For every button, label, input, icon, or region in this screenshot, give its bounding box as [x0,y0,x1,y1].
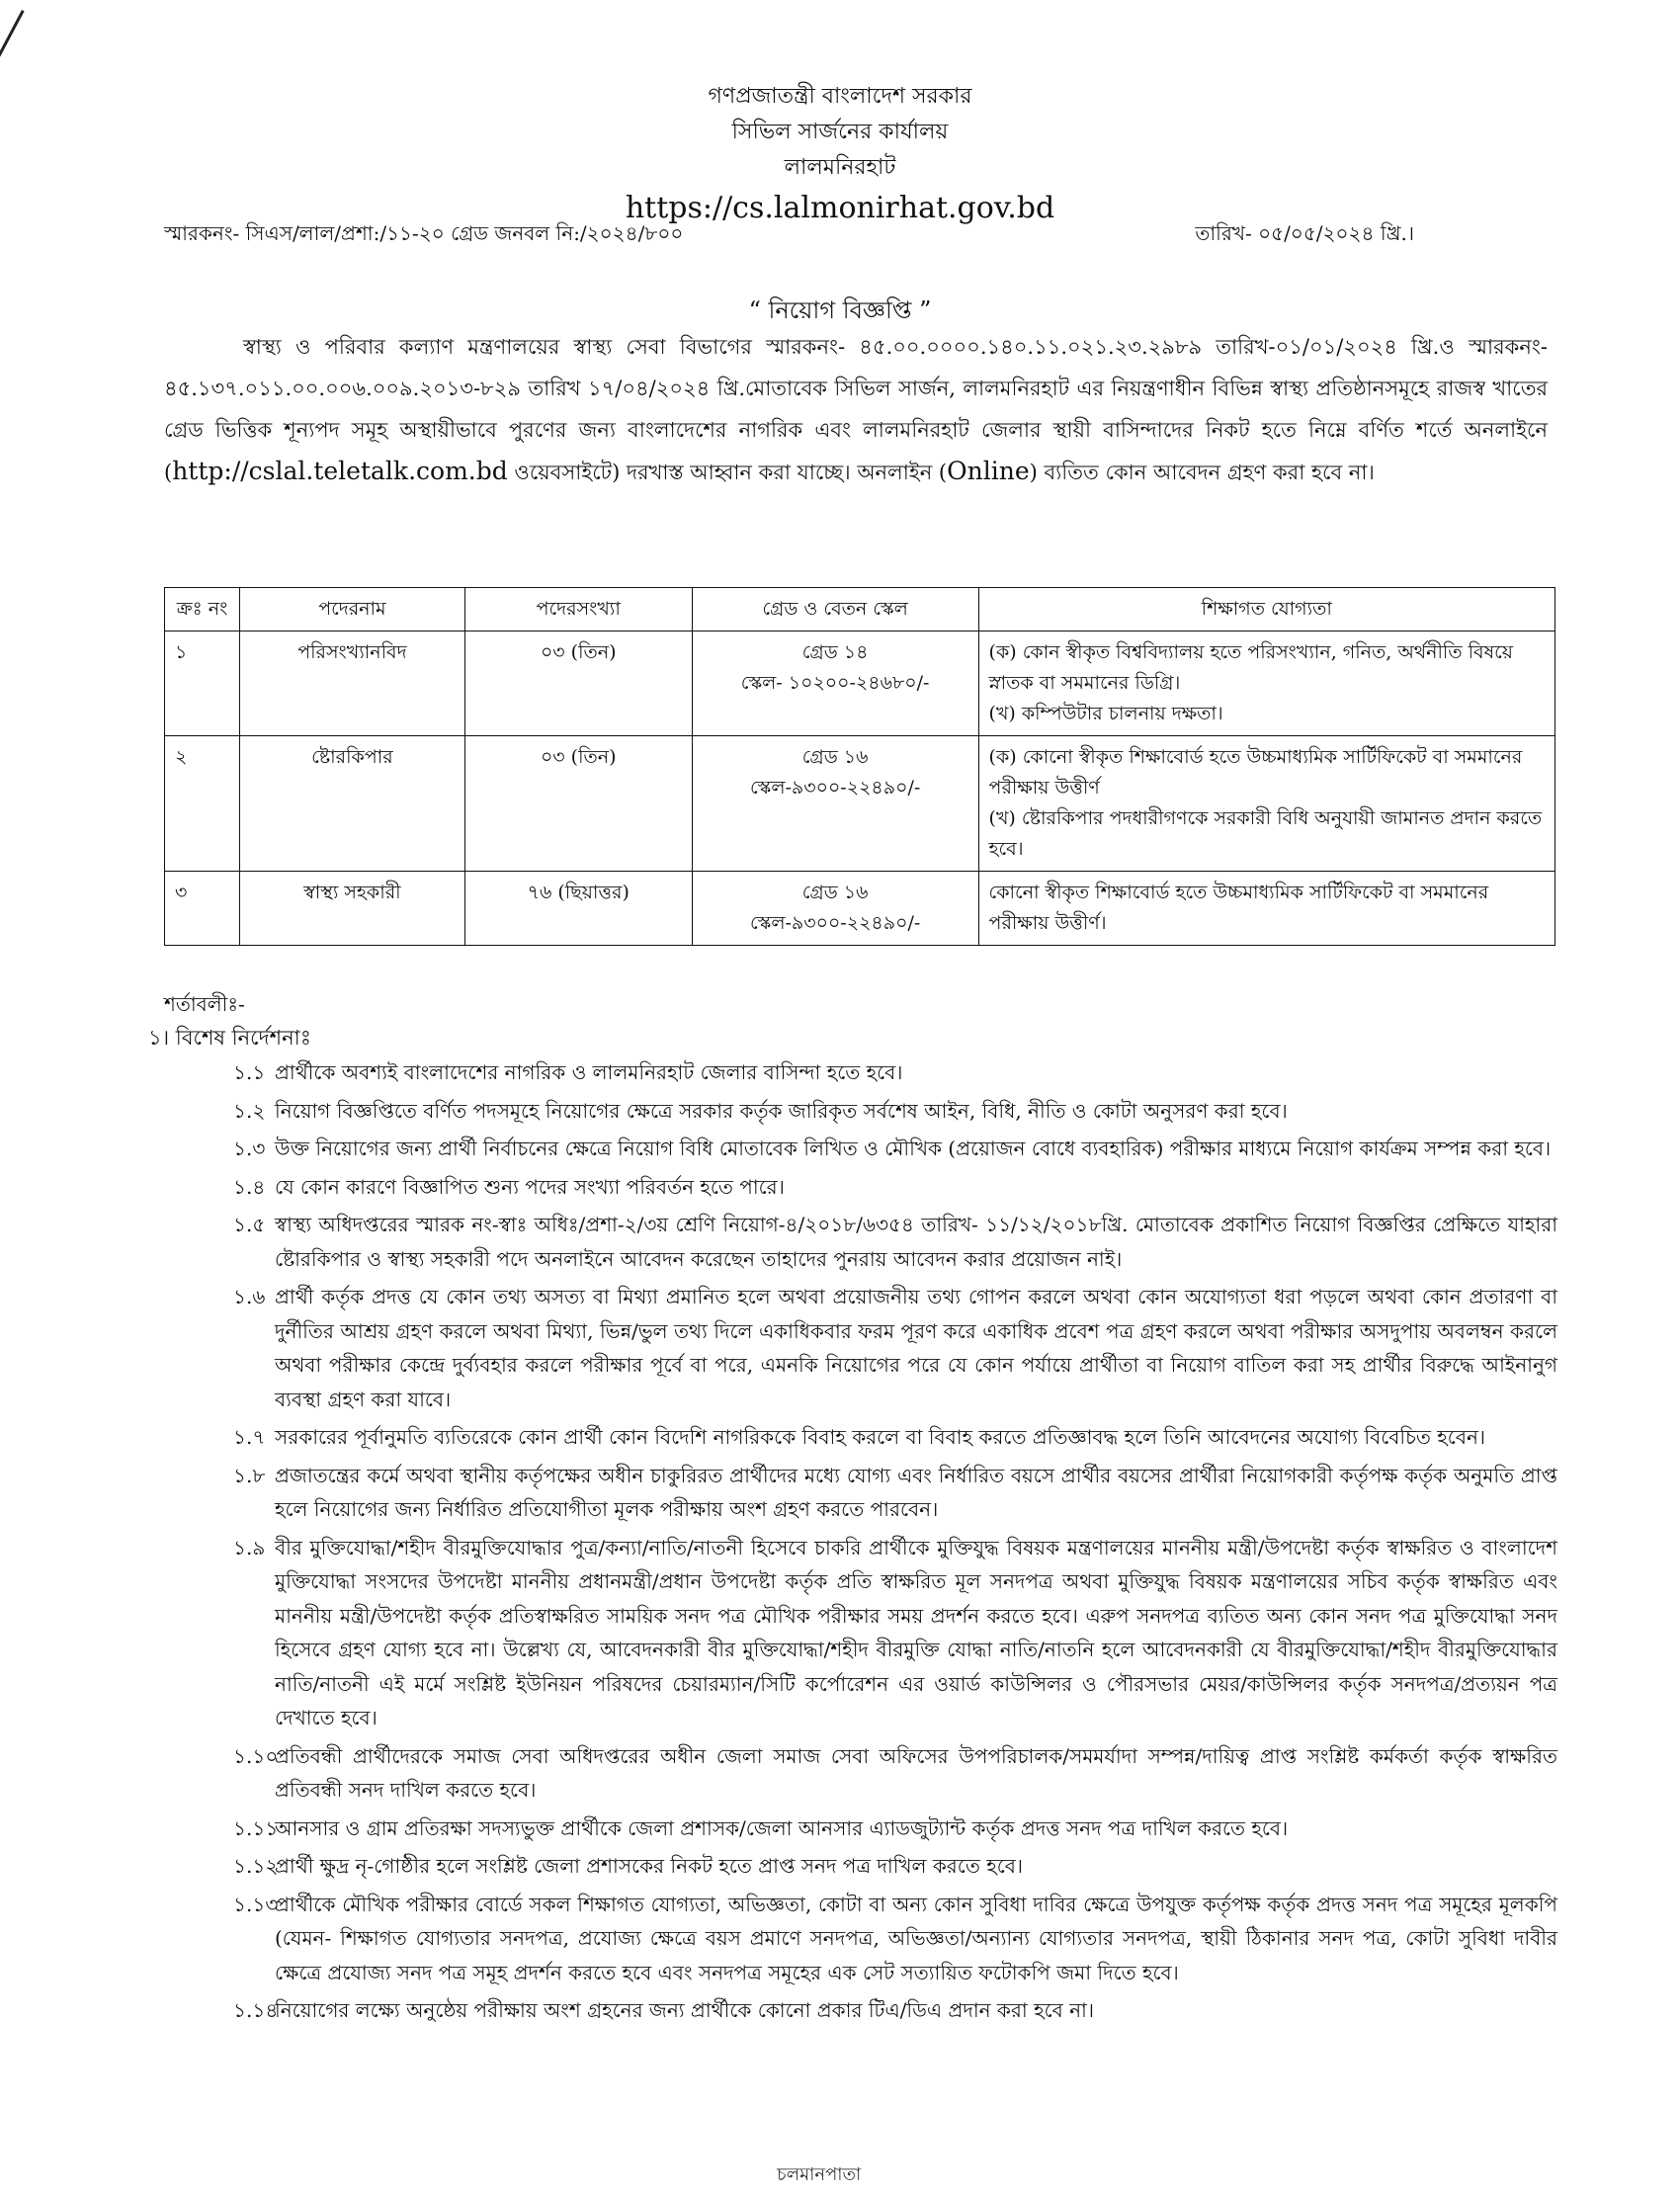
list-item [233,1993,1557,2028]
list-item [233,1055,1557,1090]
clause-number: ১.১ [233,1060,266,1084]
cell-post: ষ্টোরকিপার [239,736,464,872]
clause-number: ১.১২ [233,1854,279,1878]
notice-title: “ নিয়োগ বিজ্ঞপ্তি ” [748,296,932,324]
clause-list [233,1055,1557,2032]
col-header-qualification: শিক্ষাগত যোগ্যতা [978,588,1554,632]
clause-text: আনসার ও গ্রাম প্রতিরক্ষা সদস্যভুক্ত প্রার্থীকে জেলা প্রশাসক/জেলা আনসার এ্যাডজুট্যান্ট কর্তৃক প্রদত্ত সনদ পত্র দাখিল করতে হবে। [275,1815,1289,1840]
clause-text: উক্ত নিয়োগের জন্য প্রার্থী নির্বাচনের ক্ষেত্রে নিয়োগ বিধি মোতাবেক লিখিত ও মৌখিক (প্রয়োজন বোধে ব্যবহারিক) পরীক্ষার মাধ্যমে নিয়োগ কার্যক্রম সম্পন্ন করা হবে। [275,1137,1552,1160]
qualification-item: কোনো স্বীকৃত শিক্ষাবোর্ড হতে উচ্চমাধ্যমিক সার্টিফিকেট বা সমমানের পরীক্ষায় উত্তীর্ণ। [988,882,1489,934]
clause-number: ১.১৪ [233,1998,279,2022]
intro-text-3: ) ব্যতিত কোন আবেদন গ্রহণ করা হবে না। [1029,461,1375,484]
list-item [233,1170,1557,1205]
memo-date: তারিখ- ০৫/০৫/২০২৪ খ্রি.। [1195,221,1414,245]
memo-row [164,219,1414,252]
cell-qualification [978,632,1554,736]
clause-number: ১.১০ [233,1743,279,1768]
clause-text: প্রার্থীকে মৌখিক পরীক্ষার বোর্ডে সকল শিক্ষাগত যোগ্যতা, অভিজ্ঞতা, কোটা বা অন্য কোন সুবিধা দাবির ক্ষেত্রে উপযুক্ত কর্তৃপক্ষ কর্তৃক প্রদত্ত সনদ পত্র সমূহের মূলকপি (যেমন- শিক্ষাগত যোগ্যতার সনদপত্র, প্রযোজ্য ক্ষেত্রে বয়স প্রমাণে সনদপত্র, অভিজ্ঞতা/অন্যান্য যোগ্যতার সনদপত্র, স্থায়ী ঠিকানার সনদ পত্র, কোটা সুবিধা দাবীর ক্ষেত্রে প্রযোজ্য সনদ পত্র সমূহ প্রদর্শন করতে হবে এবং সনদপত্র সমূহের এক সেট সত্যায়িত ফটোকপি জমা দিতে হবে। [275,1892,1558,1984]
clause-text: যে কোন কারণে বিজ্ঞাপিত শুন্য পদের সংখ্যা পরিবর্তন হতে পারে। [275,1174,785,1199]
clause-number: ১.২ [233,1098,266,1123]
conditions-label: শর্তাবলীঃ- [164,992,245,1016]
vacancy-table [164,587,1555,946]
clause-number: ১.১১ [233,1815,279,1840]
cell-serial: ১ [165,632,240,736]
list-item [233,1812,1557,1846]
clause-text: সরকারের পূর্বানুমতি ব্যতিরেকে কোন প্রার্থী কোন বিদেশি নাগরিককে বিবাহ করলে বা বিবাহ করতে প্রতিজ্ঞাবদ্ধ হলে তিনি আবেদনের অযোগ্য বিবেচিত হবেন। [275,1425,1486,1449]
qualification-item: (ক) কোনো স্বীকৃত শিক্ষাবোর্ড হতে উচ্চমাধ্যমিক সার্টিফিকেট বা সমমানের পরীক্ষায় উত্তীর্ণ [988,746,1523,799]
grade-label: গ্রেড ১৪ [801,641,869,663]
intro-text-1: স্বাস্থ্য ও পরিবার কল্যাণ মন্ত্রণালয়ের স্বাস্থ্য সেবা বিভাগের স্মারকনং- ৪৫.০০.০০০০.১৪০.১১.০২১.২৩.২৯৮৯ তারিখ-০১/০১/২০২৪ খ্রি.ও স্মারকনং- ৪৫.১৩৭.০১১.০০.০০৬.০০৯.২০১৩-৮২৯ তারিখ ১৭/০৪/২০২৪ খ্রি.মোতাবেক সিভিল সার্জন, লালমনিরহাট এর নিয়ন্ত্রণাধীন বিভিন্ন স্বাস্থ্য প্রতিষ্ঠানসমূহে রাজস্ব খাতের গ্রেড ভিত্তিক শূন্যপদ সমূহ অস্থায়ীভাবে পুরণের জন্য বাংলাদেশের নাগরিক এবং লালমনিরহাট জেলার স্থায়ী বাসিন্দাদের নিকট হতে নিম্নে বর্ণিত শর্তে অনলাইনে ( [164,335,1548,484]
list-item [233,1459,1557,1527]
office-website-link[interactable]: https://cs.lalmonirhat.gov.bd [625,191,1055,225]
col-header-count: পদেরসংখ্যা [464,588,692,632]
scan-artifact-mark [0,10,25,65]
list-item [233,1132,1557,1166]
office-name: সিভিল সার্জনের কার্যালয় [731,120,949,144]
cell-count: ৭৬ (ছিয়াত্তর) [464,872,692,946]
list-item [233,1094,1557,1129]
list-item [233,1280,1557,1416]
intro-paragraph [164,326,1548,493]
clause-text: প্রজাতন্ত্রের কর্মে অথবা স্থানীয় কর্তৃপক্ষের অধীন চাকুরিরত প্রার্থীদের মধ্যে যোগ্য এবং নির্ধারিত বয়সে প্রার্থীর বয়সের প্রার্থীরা নিয়োগকারী কর্তৃপক্ষ কর্তৃক অনুমতি প্রাপ্ত হলে নিয়োগের জন্য নির্ধারিত প্রতিযোগীতা মূলক পরীক্ষায় অংশ গ্রহণ করতে পারবেন। [275,1463,1557,1521]
clause-text: নিয়োগের লক্ষ্যে অনুষ্ঠেয় পরীক্ষায় অংশ গ্রহনের জন্য প্রার্থীকে কোনো প্রকার টিএ/ডিএ প্রদান করা হবে না। [275,1998,1095,2022]
cell-grade [692,736,978,872]
qualification-item: (খ) ষ্টোরকিপার পদধারীগণকে সরকারী বিধি অনুযায়ী জামানত প্রদান করতে হবে। [988,807,1543,860]
clause-number: ১.৫ [233,1213,266,1236]
grade-label: গ্রেড ১৬ [801,882,869,903]
online-word: Online [947,457,1030,485]
table-row [165,632,1555,736]
pay-scale: স্কেল-৯৩০০-২২৪৯০/- [749,777,921,799]
cell-count: ০৩ (তিন) [464,736,692,872]
list-item [233,1420,1557,1455]
list-item [233,1739,1557,1808]
intro-text-2: ওয়েবসাইটে) দরখাস্ত আহ্বান করা যাচ্ছে। অনলাইন ( [507,461,948,484]
cell-grade [692,632,978,736]
memo-reference: স্মারকনং- সিএস/লাল/প্রশা:/১১-২০ গ্রেড জনবল নি:/২০২৪/৮০০ [164,221,684,245]
clause-text: প্রার্থী কর্তৃক প্রদত্ত যে কোন তথ্য অসত্য বা মিথ্যা প্রমানিত হলে অথবা প্রয়োজনীয় তথ্য গোপন করলে অথবা কোন অযোগ্যতা ধরা পড়লে অথবা কোন প্রতারণা বা দুর্নীতির আশ্রয় গ্রহণ করলে অথবা মিথ্যা, ভিন্ন/ভুল তথ্য দিলে একাধিকবার ফরম পূরণ করে একাধিক প্রবেশ পত্র গ্রহণ করলে অথবা পরীক্ষার অসদুপায় অবলম্বন করলে অথবা পরীক্ষার কেন্দ্রে দুর্ব্যবহার করলে পরীক্ষার পূর্বে বা পরে, এমনকি নিয়োগের পরে যে কোন পর্যায়ে প্রার্থীতা বা নিয়োগ বাতিল করা সহ প্রার্থীর বিরুদ্ধে আইনানুগ ব্যবস্থা গ্রহণ করা যাবে। [275,1285,1557,1411]
cell-qualification [978,736,1554,872]
letterhead [0,79,1680,231]
qualification-item: (খ) কম্পিউটার চালনায় দক্ষতা। [988,703,1223,724]
continued-page-note: চলমানপাতা [777,2164,862,2185]
col-header-grade: গ্রেড ও বেতন স্কেল [692,588,978,632]
table-header-row [165,588,1555,632]
application-website-link[interactable]: http://cslal.teletalk.com.bd [172,457,508,485]
cell-grade [692,872,978,946]
clause-number: ১.৮ [233,1463,266,1487]
section-special-instructions: ১। বিশেষ নির্দেশনাঃ [148,1026,311,1050]
clause-text: প্রার্থীকে অবশ্যই বাংলাদেশের নাগরিক ও লালমনিরহাট জেলার বাসিন্দা হতে হবে। [275,1060,903,1084]
list-item [233,1531,1557,1735]
table-row [165,872,1555,946]
col-header-post: পদেরনাম [239,588,464,632]
list-item [233,1888,1557,1990]
clause-text: স্বাস্থ্য অধিদপ্তরের স্মারক নং-স্বাঃ অধিঃ/প্রশা-২/৩য় শ্রেণি নিয়োগ-৪/২০১৮/৬৩৫৪ তারিখ- ১১/১২/২০১৮খ্রি. মোতাবেক প্রকাশিত নিয়োগ বিজ্ঞপ্তির প্রেক্ষিতে যাহারা ষ্টোরকিপার ও স্বাস্থ্য সহকারী পদে অনলাইনে আবেদন করেছেন তাহাদের পুনরায় আবেদন করার প্রয়োজন নাই। [275,1213,1557,1271]
col-header-serial: ক্রঃ নং [165,588,240,632]
pay-scale: স্কেল-৯৩০০-২২৪৯০/- [749,912,921,934]
clause-number: ১.৭ [233,1425,266,1449]
clause-number: ১.৬ [233,1285,266,1308]
list-item [233,1208,1557,1276]
clause-number: ১.১৩ [233,1892,279,1916]
clause-number: ১.৯ [233,1535,266,1559]
grade-label: গ্রেড ১৬ [801,746,869,768]
list-item [233,1849,1557,1884]
qualification-item: (ক) কোন স্বীকৃত বিশ্ববিদ্যালয় হতে পরিসংখ্যান, গনিত, অর্থনীতি বিষয়ে স্নাতক বা সমমানের ডিগ্রি। [988,641,1513,694]
clause-text: প্রতিবন্ধী প্রার্থীদেরকে সমাজ সেবা অধিদপ্তরের অধীন জেলা সমাজ সেবা অফিসের উপপরিচালক/সমমর্যাদা সম্পন্ন/দায়িত্ব প্রাপ্ত সংশ্লিষ্ট কর্মকর্তা কর্তৃক স্বাক্ষরিত প্রতিবন্ধী সনদ দাখিল করতে হবে। [275,1743,1557,1802]
government-name: গণপ্রজাতন্ত্রী বাংলাদেশ সরকার [708,84,972,109]
clause-text: নিয়োগ বিজ্ঞপ্তিতে বর্ণিত পদসমূহে নিয়োগের ক্ষেত্রে সরকার কর্তৃক জারিকৃত সর্বশেষ আইন, বিধি, নীতি ও কোটা অনুসরণ করা হবে। [275,1098,1288,1123]
cell-post: স্বাস্থ্য সহকারী [239,872,464,946]
district-name: লালমনিরহাট [784,155,896,180]
cell-serial: ২ [165,736,240,872]
clause-number: ১.৩ [233,1137,266,1160]
pay-scale: স্কেল- ১০২০০-২৪৬৮০/- [740,672,930,694]
clause-text: প্রার্থী ক্ষুদ্র নৃ-গোষ্ঠীর হলে সংশ্লিষ্ট জেলা প্রশাসকের নিকট হতে প্রাপ্ত সনদ পত্র দাখিল করতে হবে। [275,1854,1024,1878]
cell-qualification [978,872,1554,946]
cell-count: ০৩ (তিন) [464,632,692,736]
table-row [165,736,1555,872]
clause-number: ১.৪ [233,1174,266,1199]
clause-text: বীর মুক্তিযোদ্ধা/শহীদ বীরমুক্তিযোদ্ধার পুত্র/কন্যা/নাতি/নাতনী হিসেবে চাকরি প্রার্থীকে মুক্তিযুদ্ধ বিষয়ক মন্ত্রণালয়ের মাননীয় মন্ত্রী/উপদেষ্টা কর্তৃক স্বাক্ষরিত ও বাংলাদেশ মুক্তিযোদ্ধা সংসদের উপদেষ্টা মাননীয় প্রধানমন্ত্রী/প্রধান উপদেষ্টা কর্তৃক প্রতি স্বাক্ষরিত মূল সনদপত্র অথবা মুক্তিযুদ্ধ বিষয়ক মন্ত্রণালয়ের সচিব কর্তৃক স্বাক্ষরিত এবং মাননীয় মন্ত্রী/উপদেষ্টা কর্তৃক প্রতিস্বাক্ষরিত সাময়িক সনদ পত্র মৌখিক পরীক্ষার সময় প্রদর্শন করতে হবে। এরুপ সনদপত্র ব্যতিত অন্য কোন সনদ পত্র মুক্তিযোদ্ধা সনদ হিসেবে গ্রহণ যোগ্য হবে না। উল্লেখ্য যে, আবেদনকারী বীর মুক্তিযোদ্ধা/শহীদ বীরমুক্তি যোদ্ধা নাতি/নাতনি হলে আবেদনকারী যে বীরমুক্তিযোদ্ধা/শহীদ বীরমুক্তিযোদ্ধার নাতি/নাতনী এই মর্মে সংশ্লিষ্ট ইউনিয়ন পরিষদের চেয়ারম্যান/সিটি কর্পোরেশন এর ওয়ার্ড কাউন্সিলর ও পৌরসভার মেয়র/কাউন্সিলর কর্তৃক সনদপত্র/প্রত্যয়ন পত্র দেখাতে হবে। [275,1535,1557,1729]
cell-serial: ৩ [165,872,240,946]
cell-post: পরিসংখ্যানবিদ [239,632,464,736]
